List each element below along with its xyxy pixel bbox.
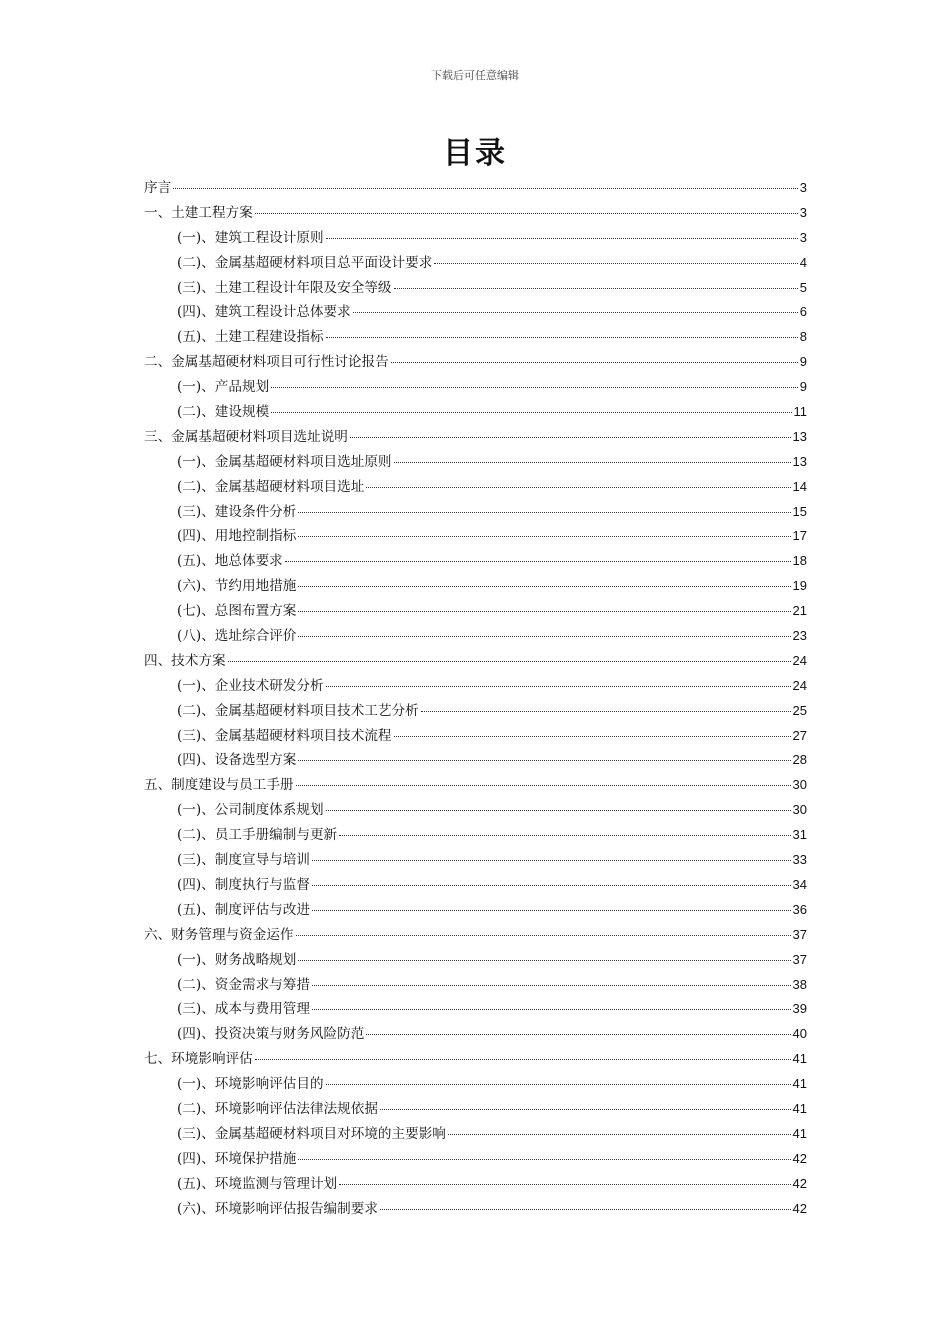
toc-entry[interactable] xyxy=(144,251,807,276)
toc-entry-label[interactable]: (四)、设备选型方案 xyxy=(177,752,297,769)
toc-entry-label[interactable]: 七、环境影响评估 xyxy=(144,1051,253,1068)
toc-entry-page-number[interactable]: 25 xyxy=(792,702,807,718)
toc-dot-leader xyxy=(394,462,791,463)
toc-entry[interactable] xyxy=(144,649,807,674)
toc-entry-label[interactable]: (四)、环境保护措施 xyxy=(177,1150,297,1167)
toc-entry[interactable] xyxy=(144,500,807,525)
toc-entry-label[interactable]: (四)、制度执行与监督 xyxy=(177,876,310,893)
toc-entry[interactable] xyxy=(144,1022,807,1047)
toc-dot-leader xyxy=(312,910,791,911)
toc-dot-leader xyxy=(339,835,790,836)
toc-entry-page-number[interactable]: 30 xyxy=(792,802,807,818)
toc-dot-leader xyxy=(448,1134,791,1135)
toc-entry-label[interactable]: (六)、环境影响评估报告编制要求 xyxy=(177,1200,378,1217)
toc-dot-leader xyxy=(326,686,791,687)
toc-entry[interactable] xyxy=(144,201,807,226)
toc-dot-leader xyxy=(285,561,791,562)
toc-entry[interactable] xyxy=(144,873,807,898)
toc-entry[interactable] xyxy=(144,176,807,201)
toc-entry-label[interactable]: (三)、制度宣导与培训 xyxy=(177,852,310,869)
toc-entry[interactable] xyxy=(144,1122,807,1147)
toc-entry-page-number[interactable]: 37 xyxy=(792,951,807,967)
toc-entry-page-number[interactable]: 19 xyxy=(792,578,807,594)
toc-dot-leader xyxy=(298,536,790,537)
toc-entry-page-number[interactable]: 18 xyxy=(792,553,807,569)
toc-entry[interactable] xyxy=(144,549,807,574)
toc-entry[interactable] xyxy=(144,674,807,699)
toc-dot-leader xyxy=(298,1159,790,1160)
toc-dot-leader xyxy=(298,760,790,761)
toc-entry[interactable] xyxy=(144,898,807,923)
toc-entry[interactable] xyxy=(144,923,807,948)
toc-entry-page-number[interactable]: 15 xyxy=(792,503,807,519)
toc-entry-label[interactable]: (八)、选址综合评价 xyxy=(177,628,297,645)
toc-entry[interactable] xyxy=(144,325,807,350)
toc-entry-label[interactable]: (四)、建筑工程设计总体要求 xyxy=(177,304,351,321)
toc-entry-label[interactable]: 序言 xyxy=(144,180,172,196)
toc-dot-leader xyxy=(339,1184,790,1185)
toc-dot-leader xyxy=(312,860,791,861)
toc-entry-label[interactable]: (一)、产品规划 xyxy=(177,379,270,396)
header-note: 下载后可任意编辑 xyxy=(431,69,519,82)
toc-entry-label[interactable]: (一)、建筑工程设计原则 xyxy=(177,229,324,246)
toc-entry[interactable] xyxy=(144,475,807,500)
toc-entry[interactable] xyxy=(144,973,807,998)
toc-entry-label[interactable]: (三)、成本与费用管理 xyxy=(177,1001,310,1018)
toc-entry-label[interactable]: (五)、环境监测与管理计划 xyxy=(177,1175,338,1192)
toc-entry-page-number[interactable]: 21 xyxy=(792,603,807,619)
toc-entry-label[interactable]: (一)、公司制度体系规划 xyxy=(177,802,324,819)
toc-entry-page-number[interactable]: 41 xyxy=(792,1100,807,1116)
toc-entry[interactable] xyxy=(144,848,807,873)
toc-entry-page-number[interactable]: 11 xyxy=(793,404,807,420)
toc-entry-label[interactable]: (七)、总图布置方案 xyxy=(177,603,297,620)
toc-dot-leader xyxy=(298,636,790,637)
toc-dot-leader xyxy=(296,785,791,786)
toc-dot-leader xyxy=(353,312,798,313)
toc-entry-page-number[interactable]: 9 xyxy=(799,354,807,370)
toc-entry[interactable] xyxy=(144,724,807,749)
toc-entry[interactable] xyxy=(144,1097,807,1122)
toc-dot-leader xyxy=(312,1009,791,1010)
toc-entry-label[interactable]: 一、土建工程方案 xyxy=(144,204,253,221)
toc-dot-leader xyxy=(326,1084,791,1085)
toc-entry[interactable] xyxy=(144,425,807,450)
toc-dot-leader xyxy=(326,238,798,239)
toc-entry-label[interactable]: 二、金属基超硬材料项目可行性讨论报告 xyxy=(144,354,389,371)
toc-entry-page-number[interactable]: 39 xyxy=(792,1001,807,1017)
toc-dot-leader xyxy=(255,1059,791,1060)
toc-entry-page-number[interactable]: 33 xyxy=(792,852,807,868)
toc-dot-leader xyxy=(228,661,791,662)
toc-dot-leader xyxy=(380,1109,791,1110)
toc-dot-leader xyxy=(366,1034,790,1035)
toc-dot-leader xyxy=(366,487,790,488)
toc-dot-leader xyxy=(350,437,791,438)
toc-entry-page-number[interactable]: 13 xyxy=(792,428,807,444)
toc-entry-label[interactable]: (三)、土建工程设计年限及安全等级 xyxy=(177,279,392,296)
toc-entry[interactable] xyxy=(144,699,807,724)
toc-entry-page-number[interactable]: 27 xyxy=(792,727,807,743)
toc-dot-leader xyxy=(326,810,791,811)
toc-entry[interactable] xyxy=(144,574,807,599)
toc-entry[interactable] xyxy=(144,773,807,798)
toc-dot-leader xyxy=(271,387,798,388)
toc-entry-page-number[interactable]: 31 xyxy=(792,827,807,843)
toc-entry-page-number[interactable]: 23 xyxy=(792,628,807,644)
toc-entry-page-number[interactable]: 42 xyxy=(792,1200,807,1216)
toc-entry[interactable] xyxy=(144,1147,807,1172)
toc-entry-label[interactable]: 五、制度建设与员工手册 xyxy=(144,777,294,794)
toc-entry-page-number[interactable]: 41 xyxy=(792,1051,807,1067)
toc-dot-leader xyxy=(271,412,791,413)
toc-entry-page-number[interactable]: 38 xyxy=(792,976,807,992)
toc-entry-label[interactable]: (三)、建设条件分析 xyxy=(177,503,297,520)
toc-entry-page-number[interactable]: 3 xyxy=(799,204,807,220)
toc-entry[interactable] xyxy=(144,276,807,301)
toc-dot-leader xyxy=(298,586,790,587)
toc-entry-page-number[interactable]: 17 xyxy=(792,528,807,544)
toc-entry[interactable] xyxy=(144,599,807,624)
toc-entry[interactable] xyxy=(144,226,807,251)
toc-dot-leader xyxy=(421,711,791,712)
toc-entry-page-number[interactable]: 41 xyxy=(792,1076,807,1092)
toc-dot-leader xyxy=(296,935,791,936)
toc-entry-label[interactable]: (一)、企业技术研发分析 xyxy=(177,677,324,694)
toc-dot-leader xyxy=(312,985,791,986)
toc-entry-page-number[interactable]: 42 xyxy=(792,1175,807,1191)
page-title: 目录 xyxy=(443,136,507,171)
toc-entry-page-number[interactable]: 30 xyxy=(792,777,807,793)
toc-entry[interactable] xyxy=(144,624,807,649)
toc-dot-leader xyxy=(394,288,798,289)
toc-dot-leader xyxy=(298,960,790,961)
toc-entry-label[interactable]: (一)、金属基超硬材料项目选址原则 xyxy=(177,453,392,470)
toc-entry-label[interactable]: (五)、土建工程建设指标 xyxy=(177,329,324,346)
toc-entry-label[interactable]: (三)、金属基超硬材料项目技术流程 xyxy=(177,727,392,744)
toc-entry[interactable] xyxy=(144,748,807,773)
toc-entry-page-number[interactable]: 24 xyxy=(792,677,807,693)
toc-dot-leader xyxy=(312,885,791,886)
toc-entry-page-number[interactable]: 8 xyxy=(799,329,807,345)
toc-entry-page-number[interactable]: 3 xyxy=(799,180,807,195)
toc-entry-label[interactable]: (二)、金属基超硬材料项目总平面设计要求 xyxy=(177,254,433,271)
toc-entry-page-number[interactable]: 6 xyxy=(799,304,807,320)
toc-entry-page-number[interactable]: 40 xyxy=(792,1026,807,1042)
toc-entry[interactable] xyxy=(144,997,807,1022)
toc-dot-leader xyxy=(380,1209,791,1210)
toc-entry-label[interactable]: (五)、制度评估与改进 xyxy=(177,901,310,918)
toc-entry-label[interactable]: 四、技术方案 xyxy=(144,652,226,669)
toc-entry[interactable] xyxy=(144,1047,807,1072)
toc-entry-page-number[interactable]: 4 xyxy=(799,254,807,270)
toc-entry-label[interactable]: 三、金属基超硬材料项目选址说明 xyxy=(144,428,348,445)
toc-entry[interactable] xyxy=(144,350,807,375)
toc-entry-label[interactable]: (四)、投资决策与财务风险防范 xyxy=(177,1026,365,1043)
toc-dot-leader xyxy=(434,263,797,264)
toc-entry[interactable] xyxy=(144,948,807,973)
toc-entry-label[interactable]: (二)、环境影响评估法律法规依据 xyxy=(177,1100,378,1117)
toc-entry-page-number[interactable]: 28 xyxy=(792,752,807,768)
toc-entry-page-number[interactable]: 14 xyxy=(792,478,807,494)
toc-entry[interactable] xyxy=(144,1197,807,1222)
toc-entry[interactable] xyxy=(144,450,807,475)
toc-dot-leader xyxy=(298,611,790,612)
toc-entry[interactable] xyxy=(144,1072,807,1097)
toc-dot-leader xyxy=(391,362,798,363)
toc-entry[interactable] xyxy=(144,1172,807,1197)
toc-entry-label[interactable]: (二)、金属基超硬材料项目技术工艺分析 xyxy=(177,702,419,719)
toc-entry-page-number[interactable]: 9 xyxy=(799,379,807,395)
toc-entry-label[interactable]: (一)、财务战略规划 xyxy=(177,951,297,968)
toc-entry-label[interactable]: (六)、节约用地措施 xyxy=(177,578,297,595)
toc-entry-page-number[interactable]: 24 xyxy=(792,652,807,668)
toc-entry-page-number[interactable]: 41 xyxy=(792,1125,807,1141)
toc-entry-page-number[interactable]: 13 xyxy=(792,453,807,469)
toc-entry-label[interactable]: (二)、员工手册编制与更新 xyxy=(177,827,338,844)
toc-entry-label[interactable]: (二)、资金需求与筹措 xyxy=(177,976,310,993)
toc-entry-label[interactable]: (五)、地总体要求 xyxy=(177,553,283,570)
toc-dot-leader xyxy=(255,213,798,214)
toc-dot-leader xyxy=(173,188,798,189)
toc-entry[interactable] xyxy=(144,375,807,400)
toc-entry[interactable] xyxy=(144,798,807,823)
toc-entry-page-number[interactable]: 36 xyxy=(792,901,807,917)
toc-entry-label[interactable]: 六、财务管理与资金运作 xyxy=(144,926,294,943)
toc-entry-label[interactable]: (一)、环境影响评估目的 xyxy=(177,1076,324,1093)
toc-entry-page-number[interactable]: 42 xyxy=(792,1150,807,1166)
toc-entry[interactable] xyxy=(144,524,807,549)
toc-entry[interactable] xyxy=(144,400,807,425)
toc-entry-label[interactable]: (四)、用地控制指标 xyxy=(177,528,297,545)
table-of-contents xyxy=(144,176,807,1221)
toc-entry[interactable] xyxy=(144,823,807,848)
toc-entry-page-number[interactable]: 5 xyxy=(799,279,807,295)
toc-entry-page-number[interactable]: 3 xyxy=(799,229,807,245)
toc-entry[interactable] xyxy=(144,300,807,325)
toc-dot-leader xyxy=(326,337,798,338)
toc-entry-label[interactable]: (三)、金属基超硬材料项目对环境的主要影响 xyxy=(177,1125,446,1142)
toc-dot-leader xyxy=(298,512,790,513)
toc-entry-page-number[interactable]: 37 xyxy=(792,926,807,942)
toc-entry-label[interactable]: (二)、建设规模 xyxy=(177,404,270,421)
toc-entry-label[interactable]: (二)、金属基超硬材料项目选址 xyxy=(177,478,365,495)
toc-entry-page-number[interactable]: 34 xyxy=(792,876,807,892)
toc-dot-leader xyxy=(394,736,791,737)
